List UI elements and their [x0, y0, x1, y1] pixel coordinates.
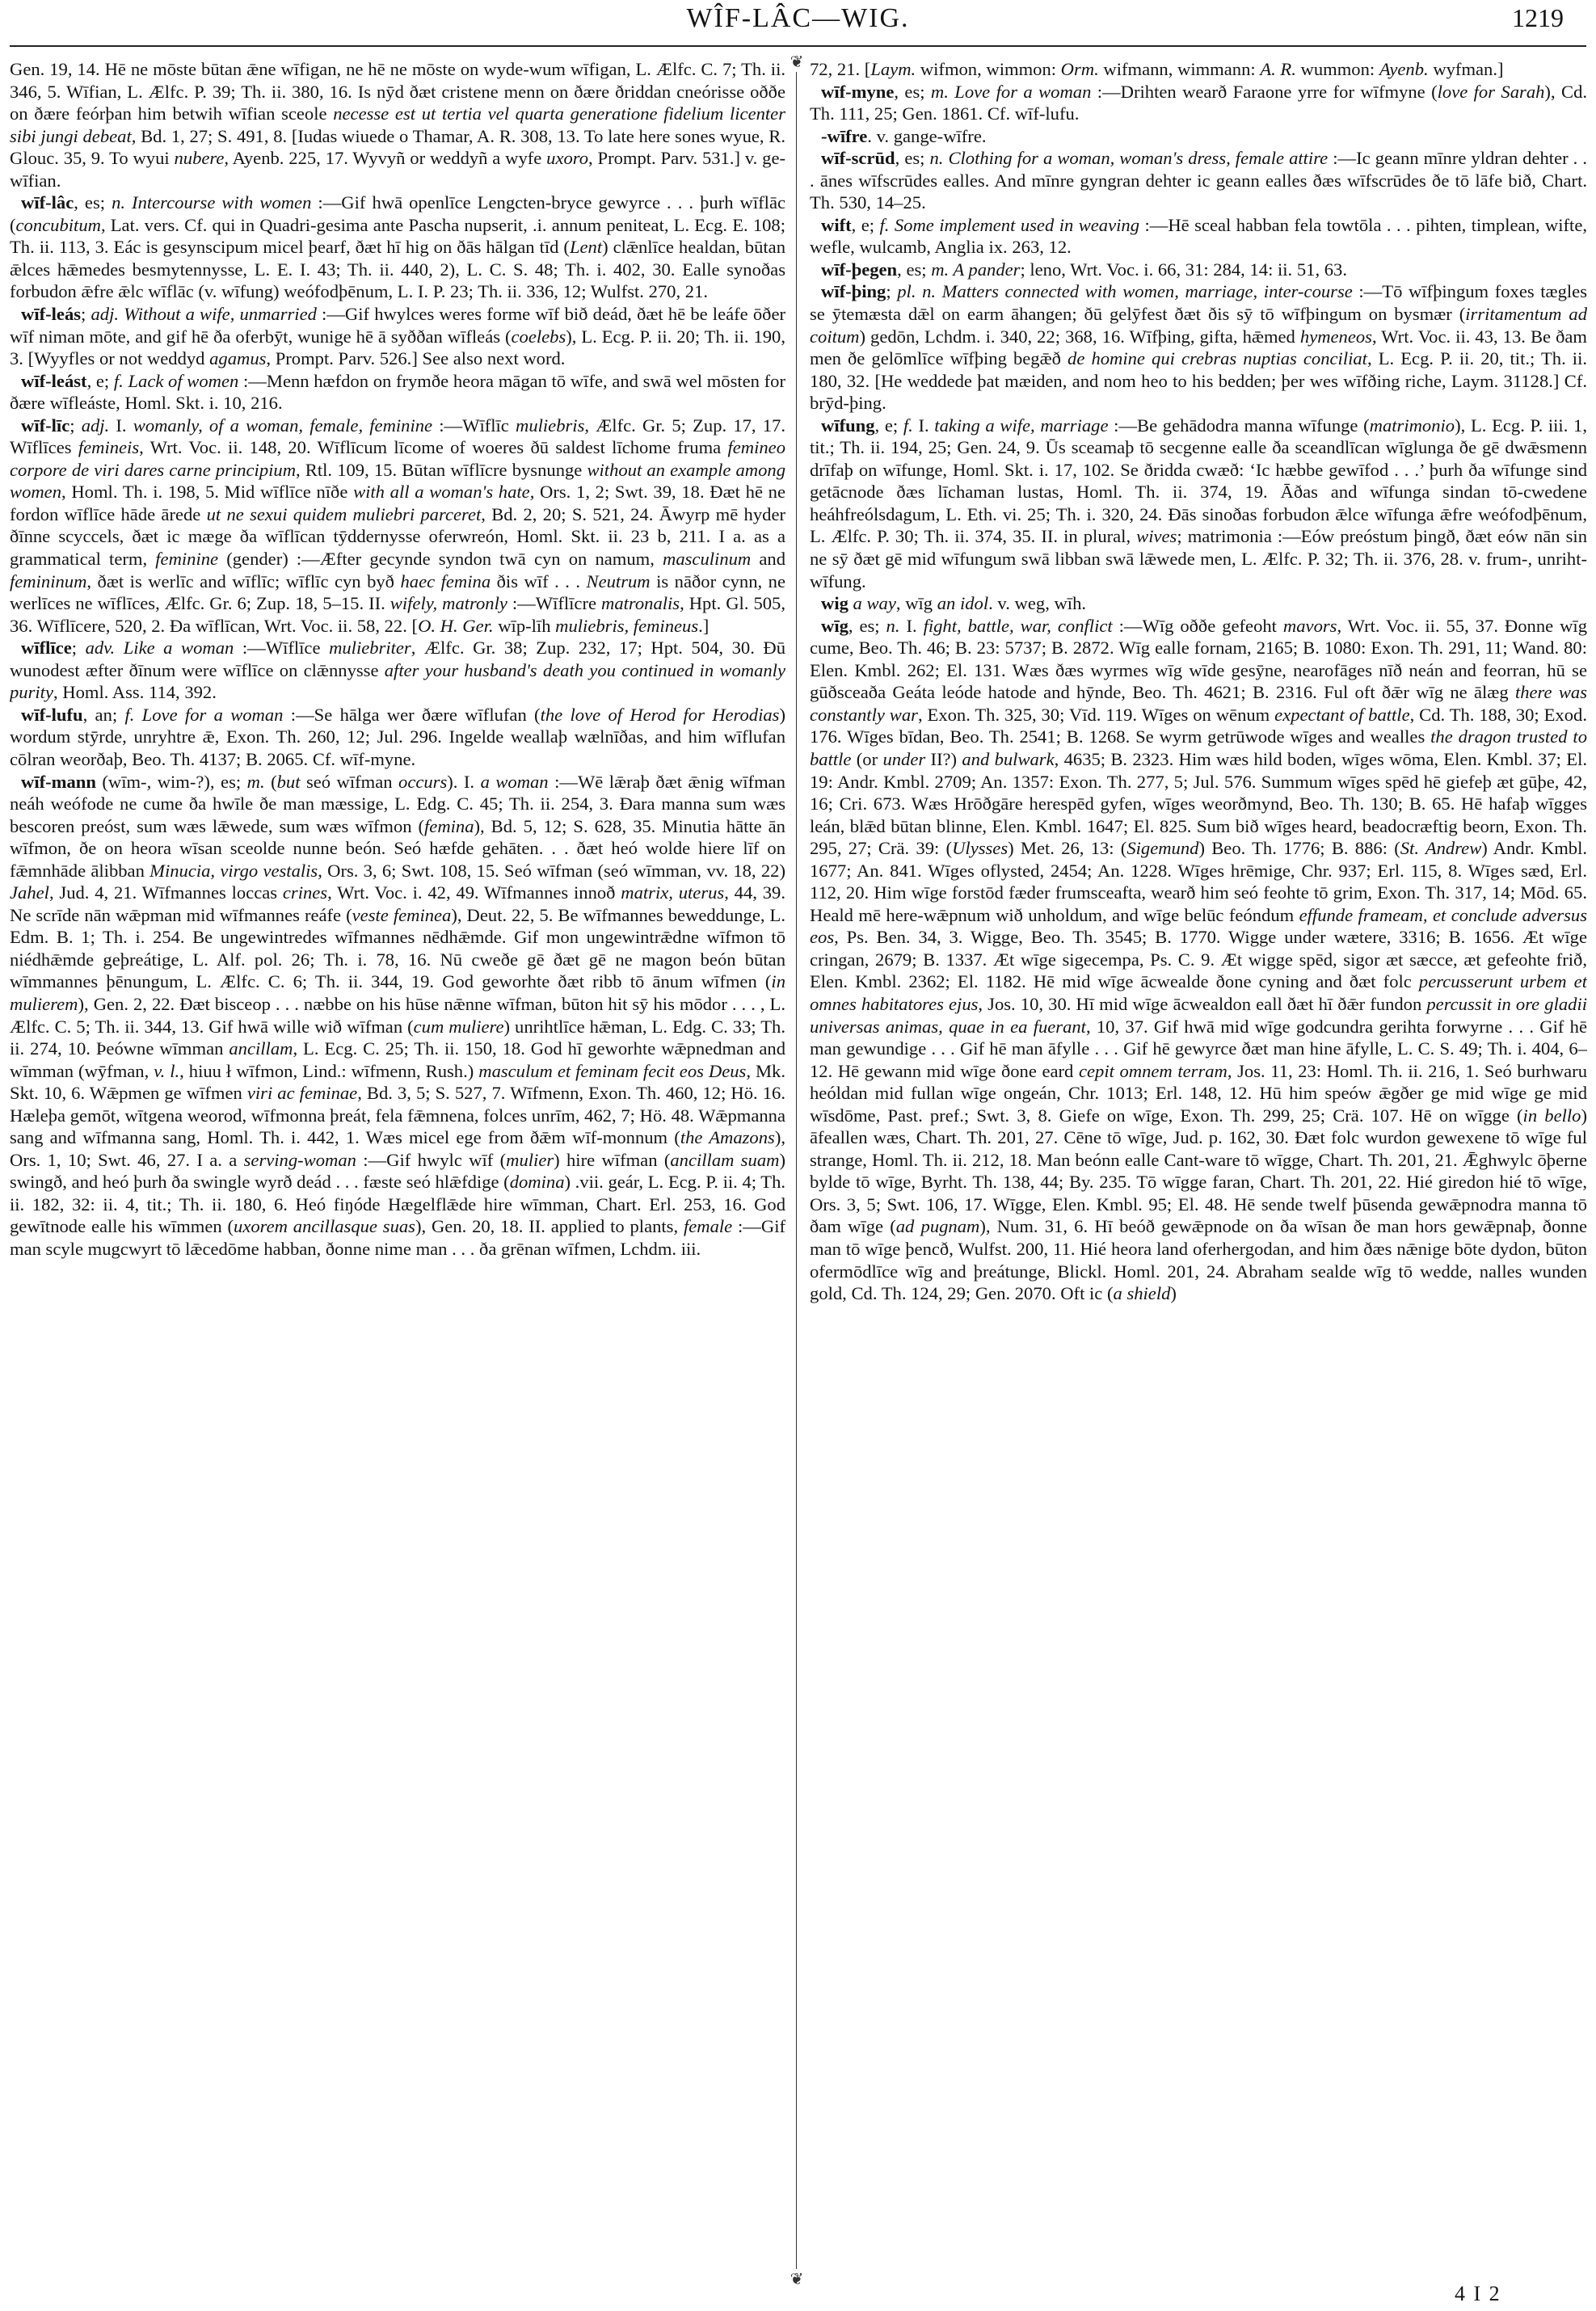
entry-text: ), Gen. 2, 22. Ðæt bisceop . . . næbbe on his hūse nǣnne wīfman, būton hit sȳ his mōdor . . . , L. Ælfc. C. 5; Th. ii. 344, 13. Gif hwā wille wið wīfman ( [10, 993, 785, 1037]
divider-ornament-top: ❦ [790, 53, 804, 71]
entry-text: :—Hē sceal habban fela towtōla . . . pihten, timplean, wifte, wefle, wulcamb, Anglia ix. 263, 12. [810, 214, 1587, 258]
italic-text: f. [903, 415, 913, 436]
italic-text: womanly, of a woman, female, feminine [133, 415, 433, 436]
italic-text: masculinum [663, 549, 752, 570]
entry-headword: wīflīce [21, 638, 72, 659]
entry-text: . v. gange-wīfre. [867, 125, 987, 146]
entry-text: ) unrihtlīce hǣman, L. Edg. C. 33; Th. ii. 274, 10. Þeówne wīmman [10, 1016, 785, 1059]
entry-text: ; [71, 638, 86, 659]
entry-text: is nāðor cynn, ne werlīces ne wīflīces, Ælfc. Gr. 6; Zup. 18, 5–15. II. [10, 570, 785, 614]
italic-text: m. Love for a woman [930, 81, 1092, 102]
italic-text: mulier [506, 1149, 554, 1170]
entry-text: :—Wīflīc [432, 415, 516, 436]
entry-text: I. [109, 415, 133, 436]
italic-text: and bulwark [962, 748, 1055, 769]
italic-text: there was constantly war [810, 682, 1587, 725]
entry-text: .] [698, 615, 710, 636]
italic-text: matronalis [601, 593, 680, 614]
entry-text: , Exon. Th. 325, 30; Vīd. 119. Wīges on wēnum [917, 704, 1275, 725]
entry-text: , Bd. 2, 20; S. 521, 24. Āwyrp mē hyder ðīnne scyccels, ðæt ic mæge ða wīflīcan tȳddernysse oferwreón, Homl. Skt. ii. 23 b, 211. I a. as a grammatical term, [10, 503, 785, 570]
italic-text: Lent [569, 237, 603, 258]
entry-text: seó wīfman [300, 771, 399, 792]
entry-continuation [10, 58, 785, 192]
entry-text: ), Ors. 1, 10; Swt. 46, 27. I a. a [10, 1127, 785, 1170]
italic-text: muliebris, femineus [555, 615, 699, 636]
italic-text: matrix, uterus [621, 882, 725, 903]
italic-text: female [683, 1216, 733, 1237]
entry-text: , Cd. Th. 188, 30; Exod. 176. Wīges bīdan, Beo. Th. 2541; B. 1268. Se wyrm getrūwode wīges and wealles [810, 704, 1587, 747]
italic-text: f. Some implement used in weaving [879, 214, 1140, 235]
entry-text: :—Wē lǣraþ ðæt ǣnig wīfman neáh weófode ne cume ða hwīle ðe man mæssige, L. Edg. C. 45; Th. ii. 254, 3. Ðara manna sum wæs bescoren preóst, sum wæs lǣwede, sum wæs wīfmon ( [10, 771, 785, 836]
entry-text: ) [1170, 1283, 1177, 1304]
italic-text: taking a wife, marriage [934, 415, 1109, 436]
italic-text: n. [886, 615, 900, 636]
entry-text: :—Wīg oððe gefeoht [1112, 615, 1283, 636]
dictionary-entry [810, 147, 1587, 214]
entry-headword: wīf-þing [821, 281, 886, 302]
page-header [0, 0, 1596, 48]
dictionary-entry [10, 415, 785, 637]
entry-headword: wift [821, 214, 852, 235]
entry-text: ) Met. 26, 13: ( [1008, 838, 1127, 859]
italic-text: viri ac feminae [246, 1083, 358, 1104]
entry-text: , 4635; B. 2323. Him wæs hild boden, wīges wōma, Elen. Kmbl. 37; El. 19: Andr. Kmbl. 2709; An. 1357: Exon. Th. 277, 5; Jul. 576. Summum wīges spēd hē giefeþ æt gūþe, 42, 16; Cri. 673. Wæs Hrōðgāre herespēd gyfen, wīges weorðmynd, Beo. Th. 130; B. 65. Hē hafaþ wīgges leán, blǣd būtan blinne, Elen. Kmbl. 1647; El. 825. Sum bið wīges heard, beadocræftig beorn, Exon. Th. 295, 27; Crä. 39: ( [810, 748, 1587, 859]
entry-headword: wīf-lufu [21, 704, 83, 725]
entry-text: (wīm-, wim-?), es; [95, 771, 247, 792]
entry-text: , Ælfc. Gr. 38; Zup. 232, 17; Hpt. 504, 30. Ðū wunodest æfter ðīnum were wīflīce on clǣnnysse [10, 638, 785, 680]
italic-text: coelebs [511, 326, 566, 347]
italic-text: adj. [81, 415, 110, 436]
entry-text: , Homl. Ass. 114, 392. [53, 682, 217, 703]
running-head: WÎF-LÂC—WIG. [686, 3, 910, 33]
right-column [810, 58, 1587, 2280]
entry-text: , hiuu ł wīfmon, Lind.: wīfmenn, Rush.) [179, 1060, 479, 1081]
entry-text: ) wordum stȳrde, unryhtre ǣ, Exon. Th. 260, 12; Jul. 296. Ingelde weallaþ wælnīðas, and him wīflufan cōlran weorðaþ, Beo. Th. 4137; B. 2065. Cf. wīf-myne. [10, 704, 785, 769]
entry-text: wifmon, wimmon: [916, 59, 1061, 79]
italic-text: Laym. [870, 59, 916, 79]
italic-text: wives [1136, 526, 1177, 547]
italic-text: pl. n. Matters connected with women, marriage, inter-course [897, 281, 1353, 302]
entry-text: , e; [874, 415, 903, 436]
entry-text: I. [912, 415, 935, 436]
italic-text: domina [509, 1172, 565, 1193]
entry-text: , an; [82, 704, 125, 725]
entry-text: wummon: [1295, 59, 1379, 79]
italic-text: cepit omnem terram [1078, 1060, 1228, 1081]
entry-text: ), Num. 31, 6. Hī beóð gewǣpnode on ða wīsan ðe man hors gewǣpnaþ, ðonne man tō wīge þencð, Wulfst. 200, 11. Hié heora land oferhergodan, and him ðæs nǣnige bōte dydon, būton ofermōdlīce wīg and þreátunge, Blickl. Homl. 201, 24. Abraham sealde wīg tō wedde, nalles wunden gold, Cd. Th. 124, 29; Gen. 2070. Oft ic ( [810, 1216, 1587, 1304]
italic-text: a woman [480, 771, 549, 792]
dictionary-entry [810, 259, 1587, 281]
entry-text: , Ors. 3, 6; Swt. 108, 15. Seó wīfman (seó wīmman, vv. 18, 22) [318, 860, 785, 881]
entry-text: , Lat. vers. Cf. qui in Quadri-gesima ante Pascha nupserit, .i. annum peniteat, L. Ecg. E. 108; Th. ii. 113, 3. Eác is gesynscipum micel þearf, ðæt hī hig on ðās hālgan tīd ( [10, 214, 785, 258]
entry-text: ; matrimonia :—Eów preóstum þingð, ðæt eów nān sin ne sȳ ðæt gē mid wīfungum swā libban swā lǣwede men, L. Ælfc. P. 32; Th. ii. 376, 28. v. frum-, unriht-wīfung. [810, 526, 1587, 591]
italic-text: serving-woman [243, 1149, 356, 1170]
italic-text: Ayenb. [1379, 59, 1429, 79]
entry-text: :—Ic geann mīnre yldran dehter . . . ānes wīfscrūdes ealles. And mīnre gyngran dehter ic geann ealles ðæs wīfscrūdes ðe tō lāfe bið, Chart. Th. 530, 14–25. [810, 148, 1587, 213]
entry-text: 72, 21. [ [810, 59, 871, 79]
entry-text: :—Wīflīcre [507, 593, 601, 614]
entry-text: , es; [848, 615, 886, 636]
entry-text: , Bd. 3, 5; S. 527, 7. Wīfmenn, Exon. Th. 460, 12; Hö. 16. Hæleþa gemōt, wītgena weorod, wīfmonna þreát, fela fǣmnena, folces unrīm, 462, 7; Hö. 48. Wǣpmanna sang and wīfmanna sang, Homl. Th. i. 442, 1. Wæs micel ege from ðǣm wīf-monnum ( [10, 1083, 785, 1148]
entry-text: , Homl. Th. i. 198, 5. Mid wīflīce nīðe [61, 482, 354, 503]
entry-text: , Prompt. Parv. 531.] v. ge-wīfian. [10, 148, 785, 191]
entry-headword: wīfung [821, 415, 875, 436]
entry-text: , e; [851, 214, 880, 235]
italic-text: n. Intercourse with women [112, 192, 312, 213]
entry-text: ; [69, 415, 82, 436]
italic-text: St. Andrew [1400, 838, 1482, 859]
italic-text: the Amazons [680, 1127, 775, 1148]
italic-text: love for Sarah [1437, 81, 1545, 102]
entry-text: :—Wīflīce [234, 638, 330, 659]
entry-text: (or [851, 748, 883, 769]
italic-text: after your husband's death you continued in womanly purity [10, 659, 785, 703]
italic-text: ut ne sexui quidem muliebri parceret [206, 503, 482, 524]
italic-text: a shield [1113, 1283, 1171, 1304]
italic-text: ad pugnam [895, 1216, 980, 1237]
italic-text: matrimonio [1369, 415, 1455, 436]
dictionary-entry [810, 214, 1587, 259]
entry-headword: wīf-lâc [21, 192, 74, 213]
entry-text: , Prompt. Parv. 526.] See also next word. [266, 348, 566, 369]
entry-headword: wīf-leást [21, 370, 87, 391]
entry-headword: wig [821, 593, 849, 614]
entry-text: wīp-līh [493, 615, 556, 636]
entry-text: , es; [74, 192, 112, 213]
entry-text: (gender) :—Æfter gecynde syndon twā cyn on namum, [218, 549, 663, 570]
entry-text: ), Deut. 22, 5. Be wīfmannes beweddunge, L. Edm. B. 1; Th. i. 254. Be ungewintredes wīfmannes nēdhǣmde. Gif mon ungewintrǣdne wīfmon tō niédhǣmde geþreátige, L. Alf. pol. 26; Th. i. 78, 16. Nū cweðe gē ðæt gē ne magon beón būtan wīmmannes þēnungum, L. Ælfc. C. 6; Th. ii. 344, 19. God geworhte ðæt ribb tō ānum wīfmen ( [10, 904, 785, 992]
italic-text: veste feminea [352, 904, 452, 925]
entry-text: , 44, 39. Ne scrīde nān wǣpman mid wīfmannes reáfe ( [10, 882, 785, 925]
entry-text: :—Se hālga wer ðære wīflufan ( [283, 704, 541, 725]
italic-text: the love of Herod for Herodias [540, 704, 780, 725]
entry-text: :—Gif hwylc wīf ( [356, 1149, 507, 1170]
entry-text: ), Cd. Th. 111, 25; Gen. 1861. Cf. wīf-lufu. [810, 81, 1587, 124]
italic-text: Jahel [10, 882, 49, 903]
entry-text: ), Gen. 20, 18. II. applied to plants, [415, 1216, 684, 1237]
italic-text: a way [853, 593, 896, 614]
italic-text: v. l. [154, 1060, 180, 1081]
entry-text: , L. Ecg. P. ii. 20, tit.; Th. ii. 180, 32. [He weddede þat mæiden, and nom heo to his bedden; þer wes wīfðing riche, Laym. 31128.] Cf. brȳd-þing. [810, 348, 1587, 414]
entry-text: :—Menn hæfdon on frymðe heora māgan tō wīfe, and swā wel mōsten for ðære wīfleáste, Homl. Skt. i. 10, 216. [10, 370, 785, 414]
entry-text: ), Bd. 5, 12; S. 628, 35. Minutia hātte ān wīfmon, ðe on heora wīsan sceolde nunne beón. Seó hæfde gehāten. . . ðæt heó wolde hiere līf on fǣmnhāde ālibban [10, 815, 785, 881]
italic-text: cum muliere [413, 1016, 504, 1037]
entry-text: ) āfeallen wæs, Chart. Th. 201, 27. Cēne tō wīge, Jud. p. 162, 30. Ðæt folc wurdon gewexene tō wīge ful strange, Homl. Th. ii. 212, 18. Man beónn ealle Cant-ware tō wīgge, Chart. Th. 201, 21. Ǣghwylc ōþerne bylde tō wīge, Byrht. Th. 138, 44; By. 235. Tō wīgge faran, Chart. Th. 201, 22. Hié giredon hié tō wīge, Ors. 3, 5; Swt. 106, 17. Wīgge, Elen. Kmbl. 95; El. 48. Hē sende twelf þūsenda gewǣpnodra manna tō ðam wīge ( [810, 1105, 1587, 1237]
entry-text: :—Drihten wearð Faraone yrre for wīfmyne ( [1091, 81, 1438, 102]
italic-text: f. Lack of women [113, 370, 239, 391]
entry-headword: wīg [821, 615, 849, 636]
entry-text: ) Beo. Th. 1776; B. 886: ( [1198, 838, 1400, 859]
entry-text: , Mk. Skt. 10, 6. Wǣpmen ge wīfmen [10, 1060, 785, 1104]
italic-text: the dragon trusted to battle [810, 726, 1587, 769]
italic-text: Minucia, virgo vestalis [149, 860, 318, 881]
entry-headword: wīf-myne [821, 81, 895, 102]
dictionary-entry [10, 303, 785, 370]
italic-text: femina [424, 815, 474, 836]
italic-text: but [276, 771, 301, 792]
italic-text: crines [282, 882, 328, 903]
entry-text: and [751, 549, 785, 570]
entry-text: , Hpt. Gl. 505, 36. Wīflīcere, 520, 2. Ða wīflīcan, Wrt. Voc. ii. 58, 22. [ [10, 593, 785, 636]
entry-headword: wīf-leás [21, 304, 82, 325]
italic-text: feminine [155, 549, 219, 570]
header-rule [10, 45, 1586, 47]
column-divider [796, 60, 797, 2275]
entry-text: ). I. [447, 771, 481, 792]
entry-text: , Ps. Ben. 34, 3. Wigge, Beo. Th. 3545; B. 1770. Wigge under wætere, 3316; B. 1656. Æt wīge cringan, 2679; B. 1337. Æt wīge sigecempa, Ps. C. 9. Æt wigge spēd, sigor æt sæcce, æt gefeohte frið, Elen. Kmbl. 2362; El. 1182. Hē mid wīge ācwealde ðone cyning and ðæt folc [810, 927, 1587, 992]
dictionary-entry [10, 192, 785, 303]
entry-text: , Jos. 10, 30. Hī mid wīge ācwealdon eall ðæt hī ðǣr fundon [978, 993, 1427, 1014]
entry-text: , e; [86, 370, 114, 391]
dictionary-entry [10, 704, 785, 771]
entry-text: ), L. Ecg. P. ii. 20; Th. ii. 190, 3. [Wyyfles or not weddyd [10, 326, 785, 369]
page-number: 1219 [1512, 3, 1564, 32]
entry-text: , Ors. 1, 2; Swt. 39, 18. Ðæt hē ne fordon wīflīce hāde ārede [10, 482, 785, 524]
italic-text: hymeneos [1299, 326, 1372, 347]
entry-text: , es; [897, 259, 932, 280]
entry-text: I. [899, 615, 924, 636]
entry-text: , Wrt. Voc. ii. 43, 13. Be ðam men ðe gelōmlīce wīfþing begǣð [810, 326, 1587, 369]
italic-text: uxoro [546, 148, 589, 169]
italic-text: masculum et feminam fecit eos Deus [478, 1060, 747, 1081]
entry-text: , ðæt is werlīc and wīflīc; wīflīc cyn byð [86, 570, 401, 591]
italic-text: nubere [174, 148, 225, 169]
italic-text: muliebriter [329, 638, 411, 659]
entry-continuation [810, 58, 1587, 81]
left-column [10, 58, 785, 2280]
entry-text: ; leno, Wrt. Voc. i. 66, 31: 284, 14: ii. 51, 63. [1020, 259, 1347, 280]
divider-ornament-bottom: ❦ [790, 2271, 804, 2288]
dictionary-entry [810, 125, 1587, 148]
entry-text: wifmann, wimmann: [1098, 59, 1261, 79]
italic-text: ancillam suam [670, 1149, 780, 1170]
italic-text: percusserunt urbem et omnes habitatores ejus [810, 971, 1587, 1014]
entry-text: ; [81, 304, 91, 325]
entry-text: , es; [895, 148, 930, 169]
italic-text: with all a woman's hate [353, 482, 530, 503]
entry-headword: wīf-līc [21, 415, 70, 436]
italic-text: n. Clothing for a woman, woman's dress, female attire [929, 148, 1329, 169]
italic-text: femineo corpore de viri dares carne principium [10, 437, 785, 480]
italic-text: Ulysses [952, 838, 1009, 859]
dictionary-entry [810, 415, 1587, 592]
entry-headword: wīf-mann [21, 771, 96, 792]
italic-text: irritamentum ad coitum [810, 304, 1587, 347]
italic-text: A. R. [1260, 59, 1296, 79]
entry-text: ) Andr. Kmbl. 1677; An. 841. Wīges oflysted, 2454; An. 1228. Wīges hrēmige, Chr. 937; Erl. 115, 8. Wīges sæd, Erl. 112, 20. Him wīge forstōd fæder frumsceafta, wearð him seó feohte tō grim, Exon. Th. 317, 14; Mōd. 65. Heald mē here-wǣpnum wið unholdum, and wīge belūc feóndum [810, 838, 1587, 925]
italic-text: wifely, matronly [390, 593, 507, 614]
italic-text: Neutrum [586, 570, 651, 591]
entry-text: ) gedōn, Lchdm. i. 340, 22; 368, 16. Wīfþing, gifta, hǣmed [859, 326, 1300, 347]
signature-mark: 4 I 2 [1455, 2282, 1501, 2305]
italic-text: adj. Without a wife, unmarried [91, 304, 317, 325]
entry-text: , Jud. 4, 21. Wīfmannes loccas [48, 882, 283, 903]
entry-text: , Bd. 1, 27; S. 491, 8. [Iudas wiuede o Thamar, A. R. 308, 13. To late here sones wyue, R. Glouc. 35, 9. To wyui [10, 125, 785, 169]
italic-text: concubitum [15, 214, 101, 235]
entry-text: ; [886, 281, 898, 302]
entry-text: ðis wīf . . . [491, 570, 587, 591]
entry-text: wyfman.] [1428, 59, 1504, 79]
entry-headword: wīf-scrūd [821, 148, 895, 169]
italic-text: m. [246, 771, 265, 792]
italic-text: occurs [398, 771, 448, 792]
entry-text: , es; [894, 81, 931, 102]
entry-text: Gen. 19, 14. Hē ne mōste būtan ǣne wīfigan, ne hē ne mōste on wyde-wum wīfigan, L. Ælfc. C. 7; Th. ii. 346, 5. Wīfian, L. Ælfc. P. 39; Th. ii. 380, 16. Is nȳd ðæt cristene menn on ðære ðriddan cneórisse oððe on ðære feórþan him betwih wīfian sceole [10, 59, 785, 124]
dictionary-entry [810, 615, 1587, 1305]
italic-text: ancillam [229, 1038, 293, 1059]
italic-text: uxorem ancillasque suas [234, 1216, 415, 1237]
italic-text: O. H. Ger. [418, 615, 494, 636]
italic-text: in bello [1522, 1105, 1581, 1126]
italic-text: femineis [78, 437, 140, 458]
dictionary-entry [10, 370, 785, 415]
italic-text: effunde frameam, et conclude adversus eos [810, 904, 1587, 948]
entry-text: ( [264, 771, 277, 792]
italic-text: adv. Like a woman [85, 638, 234, 659]
italic-text: an idol [937, 593, 989, 614]
entry-text: :—Tō wīfþingum foxes tægles se ȳtemæsta dǣl on earm āhangen; ðū gelȳfest ðæt ðis sȳ tō wīfþingum on bysmær ( [810, 281, 1587, 325]
italic-text: agamus [209, 348, 267, 369]
italic-text: in mulierem [10, 971, 785, 1014]
entry-text: , L. Ecg. C. 25; Th. ii. 150, 18. God hī geworhte wǣpnedman and wīmman (wȳfman, [10, 1038, 785, 1081]
entry-text: :—Gif man scyle mugcwyrt tō lǣcedōme habban, ðonne nime man . . . ða grēnan wīfmen, Lchdm. iii. [10, 1216, 785, 1259]
dictionary-entry [10, 637, 785, 704]
entry-text: :—Gif hwā openlīce Lengcten-bryce gewyrce . . . þurh wīflāc ( [10, 192, 785, 235]
italic-text: de homine qui crebras nuptias conciliat [1068, 348, 1367, 369]
entry-text: , Ayenb. 225, 17. Wyvyñ or weddyñ a wyfe [224, 148, 547, 169]
italic-text: expectant of battle [1274, 704, 1410, 725]
italic-text: Sigemund [1126, 838, 1199, 859]
italic-text: necesse est ut tertia vel quarta generatione fidelium licenter sibi jungi debeat [10, 103, 785, 146]
italic-text: percussit in ore gladii universas animas, quae in ea fuerant [810, 993, 1587, 1037]
entry-text: II?) [925, 748, 962, 769]
italic-text: muliebris [516, 415, 585, 436]
entry-text: , wīg [895, 593, 937, 614]
italic-text: m. A pander [931, 259, 1021, 280]
dictionary-entry [10, 771, 785, 1261]
italic-text: haec femina [400, 570, 491, 591]
entry-text: :—Gif hwylces weres forme wīf bið deád, ðæt hē be leáfe ōðer wīf niman mōte, and gif hē ða oferbȳt, wunige hē ā syððan wīfleás ( [10, 304, 785, 347]
italic-text: Orm. [1060, 59, 1099, 79]
entry-text: :—Be gehādodra manna wīfunge ( [1108, 415, 1370, 436]
entry-text: ) hire wīfman ( [554, 1149, 671, 1170]
entry-text: ) .vii. geár, L. Ecg. P. ii. 4; Th. ii. 182, 32: ii. 4, tit.; Th. ii. 180, 6. Heó fiŋóde Hægelflǣde hire wīmman, Chart. Erl. 253, 16. God gewītnode ealle his wīmmen ( [10, 1172, 785, 1237]
entry-text: ) clǣnlīce healdan, būtan ǣlces hǣmedes besmytennysse, L. E. I. 43; Th. ii. 440, 2), L. C. S. 48; Th. i. 402, 30. Ealle synoðas forbudon ǣfre ǣlc wīflāc (v. wīfung) weófodþēnum, L. I. P. 23; Th. ii. 336, 12; Wulfst. 270, 21. [10, 237, 785, 302]
italic-text: fight, battle, war, conflict [923, 615, 1113, 636]
entry-text: , Wrt. Voc. ii. 148, 20. Wīflīcum līcome of woeres ðū saldest līchome fruma [139, 437, 728, 458]
italic-text: femininum [10, 570, 87, 591]
entry-text: , Jos. 11, 23: Homl. Th. ii. 216, 1. Seó burhwaru heóldan mid fullan wīge ongeán, Chr. 1013; Erl. 148, 12. Hū him speów ǣgðer ge mid wīge ge mid wīsdōme, Past. pref.; Swt. 3, 8. Giefe on wīge, Exon. Th. 299, 25; Crä. 107. Hē on wīgge ( [810, 1060, 1587, 1126]
italic-text: under [882, 748, 926, 769]
entry-text: , Wrt. Voc. i. 42, 49. Wīfmannes innoð [327, 882, 621, 903]
italic-text: f. Love for a woman [124, 704, 284, 725]
entry-text: . v. weg, wīh. [988, 593, 1087, 614]
entry-text: , Wrt. Voc. ii. 55, 37. Ðonne wīg cume, Beo. Th. 46; B. 23: 5737; B. 2872. Wīg ealle fornam, 2165; B. 1080: Exon. Th. 291, 11; Wand. 80: Elen. Kmbl. 262; El. 131. Wæs ðæs wyrmes wīg wīde gesȳne, nearofāges nīð neán and feorran, hū se gūðsceaða Geáta leóde hatode and hȳnde, Beo. Th. 4621; B. 2316. Ful oft ðǣr wīg ne ālæg [810, 615, 1587, 703]
dictionary-entry [810, 592, 1587, 615]
entry-text: , Rtl. 109, 15. Būtan wīflīcre bysnunge [296, 459, 587, 480]
italic-text: without an example among women [10, 459, 785, 503]
entry-text: , Ælfc. Gr. 5; Zup. 17, 17. Wīflīces [10, 415, 785, 458]
entry-text: ) swingð, and heó þurh ða swingle wyrð deád . . . fæste seó hlǣfdige ( [10, 1149, 785, 1193]
entry-text: , 10, 37. Gif hwā mid wīge godcundra gerihta forwyrne . . . Gif hē man gewundige . . . Gif hē man āfylle . . . Gif hē gewyrce ðæt man hine āfylle, L. C. S. 49; Th. i. 404, 6–12. Hē gewann mid wīge ðone eard [810, 1016, 1587, 1081]
dictionary-entry [810, 81, 1587, 125]
entry-text: ), L. Ecg. P. iii. 1, tit.; Th. ii. 194, 25; Gen. 24, 9. Ūs sceamaþ tō secgenne ealle ða sceandlīcan wīglunga ðe gē dwǣsmenn drīfaþ on wīfunge, Homl. Skt. i. 17, 102. Se ðridda cwæð: ‘Ic hæbbe gewīfod . . .’ þurh ða wīfunge sind getācnode ðæs līchaman lustas, Homl. Th. ii. 374, 19. Āðas and wīfunga sindan tō-cwedene heáhfreólsdagum, L. Eth. vi. 25; Th. i. 320, 24. Ðās sinoðas forbudon ǣlce wīfunga ǣfre weófodþēnum, L. Ælfc. P. 30; Th. ii. 374, 35. II. in plural, [810, 415, 1587, 547]
entry-headword: -wīfre [821, 125, 868, 146]
entry-headword: wīf-þegen [821, 259, 898, 280]
dictionary-entry [810, 280, 1587, 414]
italic-text: mavors [1282, 615, 1337, 636]
